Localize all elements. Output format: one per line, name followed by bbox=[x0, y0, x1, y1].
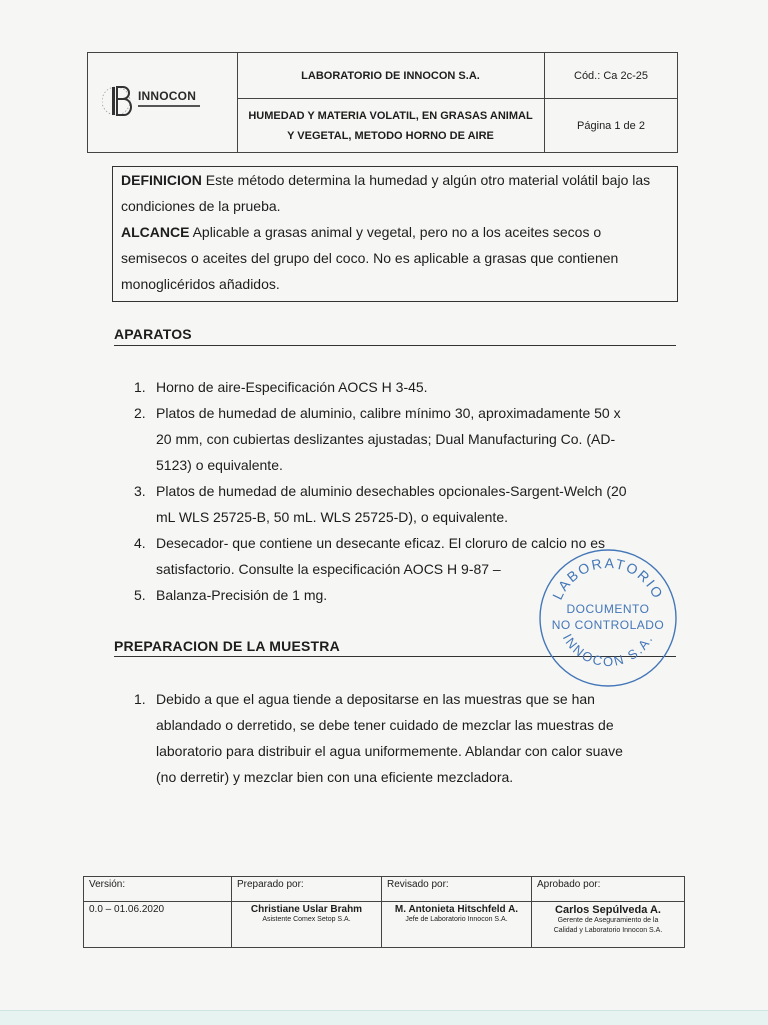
preparacion-item-1 bbox=[114, 686, 659, 790]
prepared-name: Christiane Uslar Brahm bbox=[250, 904, 363, 915]
approved-label-cell bbox=[532, 877, 684, 902]
definition-text: Este método determina la humedad y algún otro material volátil bajo las bbox=[201, 172, 651, 188]
lab-name-cell bbox=[237, 53, 545, 99]
aparatos-item-3 bbox=[114, 478, 659, 530]
aparatos-item-line: 5123) o equivalente. bbox=[156, 457, 283, 473]
reviewed-cell bbox=[382, 902, 532, 947]
aparatos-item-line: Platos de humedad de aluminio desechables opcionales-Sargent-Welch (20 bbox=[156, 483, 627, 499]
not-controlled-stamp bbox=[536, 546, 680, 690]
document-code: Cód.: Ca 2c-25 bbox=[574, 69, 648, 82]
stamp-line-1: DOCUMENTO bbox=[566, 602, 650, 616]
approved-name: Carlos Sepúlveda A. bbox=[555, 904, 661, 916]
scan-bottom-band bbox=[0, 1010, 768, 1025]
version-value-cell bbox=[84, 902, 232, 947]
aparatos-item-line: Horno de aire-Especificación AOCS H 3-45. bbox=[156, 379, 428, 395]
reviewed-label: Revisado por: bbox=[387, 879, 449, 890]
document-header-table bbox=[87, 52, 678, 153]
aparatos-item-2 bbox=[114, 400, 659, 478]
approved-cell bbox=[532, 902, 684, 947]
aparatos-item-number: 4. bbox=[134, 535, 146, 551]
innocon-logo bbox=[102, 79, 222, 123]
page-number: Página 1 de 2 bbox=[577, 119, 645, 132]
aparatos-item-line: mL WLS 25725-B, 50 mL. WLS 25725-D), o equivalente. bbox=[156, 509, 508, 525]
aparatos-item-number: 5. bbox=[134, 587, 146, 603]
aparatos-item-line: 20 mm, con cubiertas deslizantes ajustadas; Dual Manufacturing Co. (AD- bbox=[156, 431, 616, 447]
lab-name: LABORATORIO DE INNOCON S.A. bbox=[301, 69, 480, 82]
aparatos-rule bbox=[114, 345, 676, 346]
aparatos-item-number: 2. bbox=[134, 405, 146, 421]
method-title bbox=[248, 106, 532, 146]
scope-line-3: monoglicéridos añadidos. bbox=[121, 276, 280, 292]
logo-text: INNOCON bbox=[138, 89, 197, 103]
approved-role-1: Gerente de Aseguramiento de la bbox=[557, 917, 659, 924]
version-label-cell bbox=[84, 877, 232, 902]
aparatos-item-line: Platos de humedad de aluminio, calibre mínimo 30, aproximadamente 50 x bbox=[156, 405, 621, 421]
method-title-line2: Y VEGETAL, METODO HORNO DE AIRE bbox=[287, 129, 494, 142]
method-title-line1: HUMEDAD Y MATERIA VOLATIL, EN GRASAS ANIMAL bbox=[248, 109, 533, 122]
stamp-bottom-arc-text: INNOCON S.A. bbox=[559, 631, 657, 670]
approval-table bbox=[83, 876, 685, 948]
definition-box bbox=[112, 166, 678, 302]
approved-label: Aprobado por: bbox=[537, 879, 601, 890]
aparatos-item-number: 3. bbox=[134, 483, 146, 499]
stamp-line-2: NO CONTROLADO bbox=[551, 618, 665, 632]
prepared-label-cell bbox=[232, 877, 382, 902]
code-cell bbox=[545, 53, 677, 99]
preparacion-item-line: laboratorio para distribuir el agua uniformemente. Ablandar con calor suave bbox=[156, 743, 623, 759]
aparatos-item-line: Balanza-Precisión de 1 mg. bbox=[156, 587, 328, 603]
aparatos-item-1 bbox=[114, 374, 659, 400]
reviewed-role: Jefe de Laboratorio Innocon S.A. bbox=[405, 916, 508, 923]
definition-label: DEFINICION bbox=[121, 172, 202, 188]
approved-role-2: Calidad y Laboratorio Innocon S.A. bbox=[553, 927, 663, 934]
aparatos-item-number: 1. bbox=[134, 379, 146, 395]
scope-line-1 bbox=[121, 219, 669, 245]
preparacion-item-number: 1. bbox=[134, 691, 146, 707]
method-title-cell bbox=[237, 99, 545, 152]
logo-underline bbox=[138, 105, 200, 107]
preparacion-item-line: (no derretir) y mezclar bien con una eficiente mezcladora. bbox=[156, 769, 514, 785]
ib-monogram-icon bbox=[102, 79, 142, 123]
scope-label: ALCANCE bbox=[121, 224, 190, 240]
aparatos-item-line: satisfactorio. Consulte la especificación AOCS H 9-87 – bbox=[156, 561, 501, 577]
prepared-cell bbox=[232, 902, 382, 947]
preparacion-heading: PREPARACION DE LA MUESTRA bbox=[114, 638, 340, 654]
aparatos-item-line: Desecador- que contiene un desecante eficaz. El clorurо de calcio no es bbox=[156, 535, 606, 551]
reviewed-label-cell bbox=[382, 877, 532, 902]
preparacion-list bbox=[114, 686, 659, 790]
preparacion-item-line: Debido a que el agua tiende a depositarse en las muestras que se han bbox=[156, 691, 595, 707]
scope-line-2: semisecos o aceites del grupo del coco. No es aplicable a grasas que contienen bbox=[121, 250, 619, 266]
scope-text: Aplicable a grasas animal y vegetal, pero no a los aceites secos o bbox=[189, 224, 602, 240]
aparatos-heading: APARATOS bbox=[114, 326, 192, 342]
reviewed-name: M. Antonieta Hitschfeld A. bbox=[394, 904, 519, 915]
stamp-top-arc-text: LABORATORIO bbox=[549, 554, 667, 603]
prepared-label: Preparado por: bbox=[237, 879, 304, 890]
definition-line-1 bbox=[121, 167, 669, 193]
definition-line-2: condiciones de la prueba. bbox=[121, 198, 281, 214]
version-value: 0.0 – 01.06.2020 bbox=[89, 904, 165, 915]
version-label: Versión: bbox=[89, 879, 126, 890]
logo-cell bbox=[88, 53, 238, 152]
prepared-role: Asistente Comex Setop S.A. bbox=[262, 916, 351, 923]
preparacion-item-line: ablandado o derretido, se debe tener cuidado de mezclar las muestras de bbox=[156, 717, 614, 733]
page-cell bbox=[545, 99, 677, 152]
